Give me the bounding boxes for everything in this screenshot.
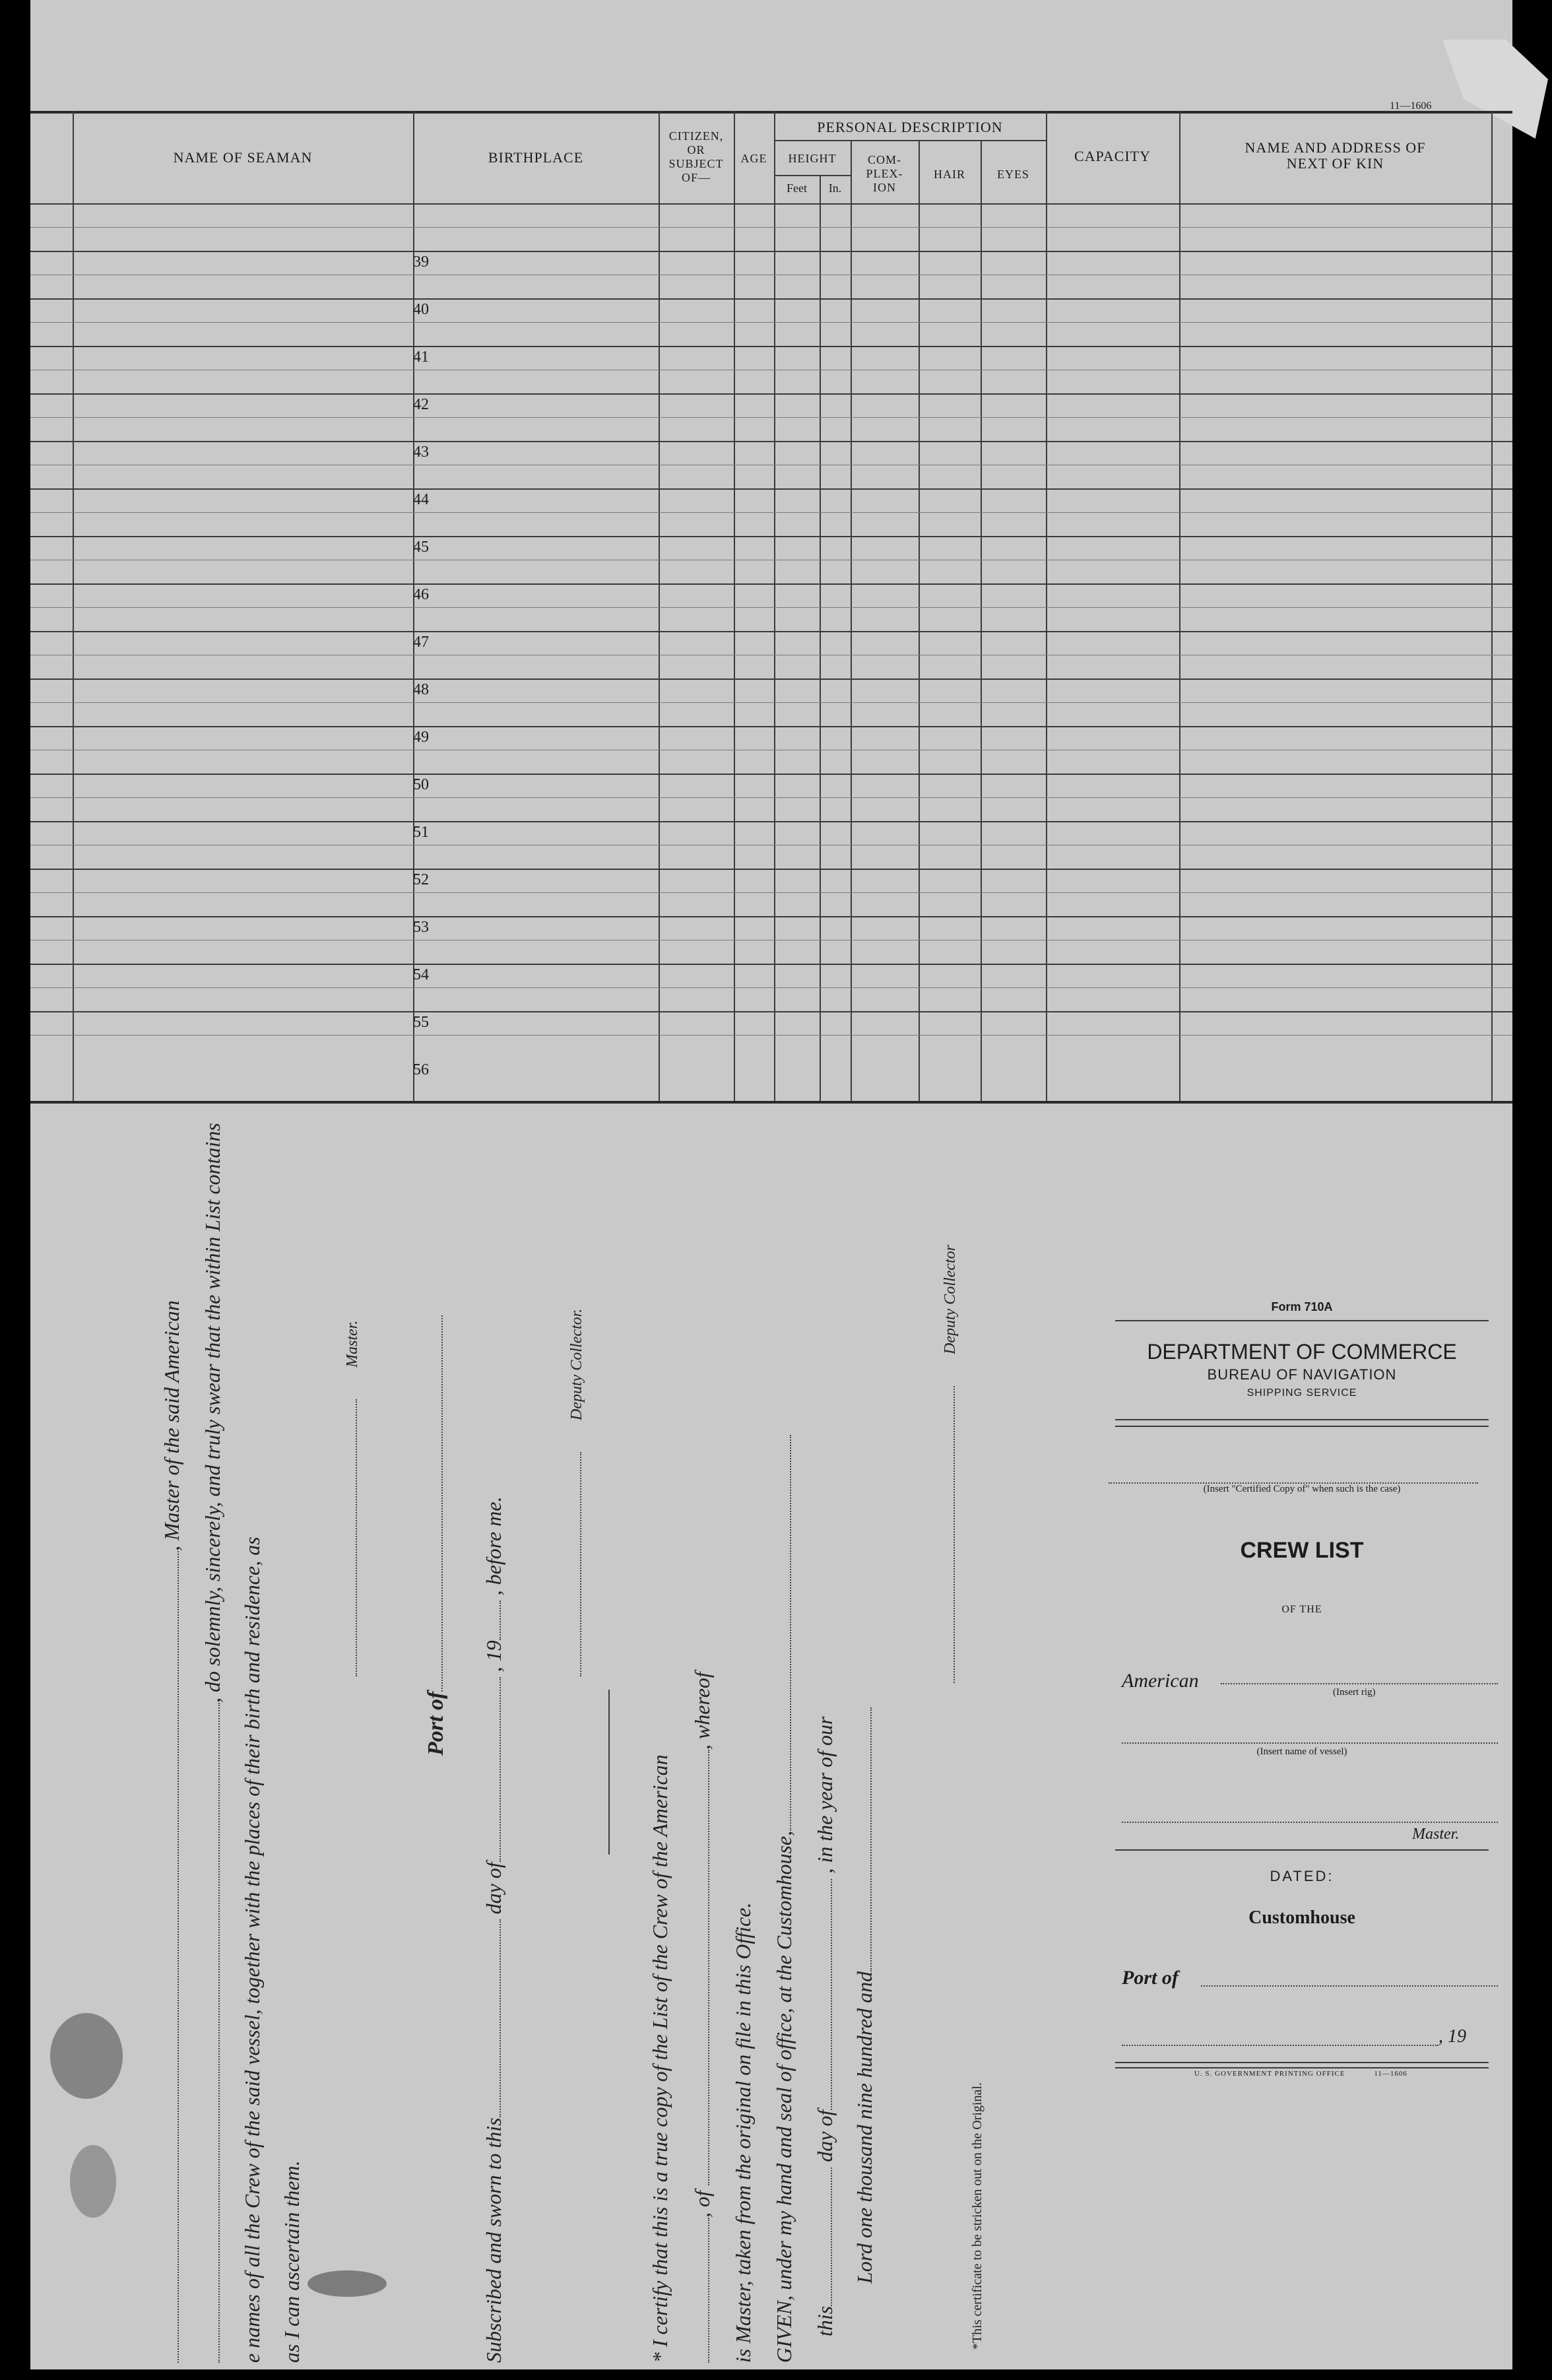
col-line bbox=[73, 111, 74, 1101]
oath-port-of: Port of bbox=[424, 1315, 449, 1756]
insert-certified-note: (Insert "Certified Copy of" when such is the case) bbox=[1203, 1484, 1401, 1494]
row-divider bbox=[30, 298, 1512, 300]
stain bbox=[50, 2013, 123, 2099]
row-number: 52 bbox=[413, 871, 429, 888]
date-line bbox=[1122, 2045, 1439, 2046]
header-bottom-border bbox=[30, 203, 1512, 205]
header-inches: In. bbox=[828, 182, 842, 195]
of-the: OF THE bbox=[1281, 1604, 1322, 1615]
row-number: 55 bbox=[413, 1014, 429, 1031]
row-subline bbox=[30, 227, 1512, 228]
form-code: 11—1606 bbox=[1390, 100, 1432, 112]
stain bbox=[307, 2270, 387, 2297]
header-complexion: COM- PLEX- ION bbox=[866, 153, 903, 194]
oath-master: Master. bbox=[338, 1321, 362, 1676]
crew-list-title: CREW LIST bbox=[1240, 1538, 1364, 1563]
row-subline bbox=[30, 702, 1512, 703]
vessel-name-line bbox=[1122, 1742, 1498, 1744]
oath-line-1: , Master of the said American bbox=[160, 1300, 184, 2363]
row-number: 46 bbox=[413, 586, 429, 603]
row-divider bbox=[30, 869, 1512, 870]
header-feet: Feet bbox=[787, 182, 807, 195]
master-label: Master. bbox=[1412, 1826, 1460, 1843]
row-number: 41 bbox=[413, 348, 429, 366]
row-divider bbox=[30, 964, 1512, 965]
row-subline bbox=[30, 417, 1512, 418]
row-divider bbox=[30, 678, 1512, 680]
row-divider bbox=[30, 726, 1512, 727]
cover-rule bbox=[1115, 1419, 1489, 1420]
service: SHIPPING SERVICE bbox=[1246, 1387, 1357, 1399]
header-eyes: EYES bbox=[997, 168, 1029, 181]
row-number: 40 bbox=[413, 301, 429, 318]
oath-line-2: , do solemnly, sincerely, and truly swear that the within List contains bbox=[201, 1123, 225, 2363]
insert-vessel-note: (Insert name of vessel) bbox=[1256, 1746, 1347, 1757]
row-number: 49 bbox=[413, 729, 429, 746]
oath-deputy-collector: Deputy Collector. bbox=[562, 1309, 587, 1676]
col-line bbox=[820, 175, 821, 1101]
folded-corner bbox=[1442, 40, 1548, 139]
certificate-line-3: is Master, taken from the original on file in this Office. bbox=[731, 1902, 755, 2363]
row-number: 54 bbox=[413, 966, 429, 983]
dated-label: DATED: bbox=[1270, 1868, 1334, 1884]
port-of-label: Port of bbox=[1122, 1967, 1179, 1989]
cover-rule bbox=[1115, 2062, 1489, 2063]
col-line bbox=[734, 111, 735, 1101]
row-subline bbox=[30, 322, 1512, 323]
row-number: 53 bbox=[413, 919, 429, 936]
cover-rule bbox=[1115, 1426, 1489, 1427]
year-label: , 19 bbox=[1439, 2026, 1466, 2047]
row-number: 50 bbox=[413, 776, 429, 793]
personal-description-rule bbox=[774, 140, 1046, 141]
row-number: 47 bbox=[413, 634, 429, 651]
col-line bbox=[919, 140, 920, 1101]
department: DEPARTMENT OF COMMERCE bbox=[1147, 1340, 1457, 1364]
row-divider bbox=[30, 488, 1512, 490]
row-divider bbox=[30, 346, 1512, 347]
row-number: 51 bbox=[413, 824, 429, 841]
col-line bbox=[981, 140, 982, 1101]
col-line bbox=[1179, 111, 1180, 1101]
header-age: AGE bbox=[740, 152, 767, 165]
table-top-border bbox=[30, 111, 1512, 114]
header-citizen: CITIZEN, OR SUBJECT OF— bbox=[668, 129, 724, 184]
row-number: 56 bbox=[413, 1061, 429, 1078]
oath-line-3: e names of all the Crew of the said vessel, together with the places of their birth and residence, as bbox=[240, 1537, 264, 2363]
oath-divider bbox=[608, 1690, 610, 1855]
row-number: 48 bbox=[413, 681, 429, 698]
row-divider bbox=[30, 536, 1512, 537]
row-subline bbox=[30, 512, 1512, 513]
row-subline bbox=[30, 940, 1512, 941]
header-name-of-seaman: NAME OF SEAMAN bbox=[173, 149, 313, 166]
rig-line bbox=[1221, 1683, 1498, 1684]
header-personal-description: PERSONAL DESCRIPTION bbox=[817, 119, 1003, 135]
col-line bbox=[774, 111, 775, 1101]
header-capacity: CAPACITY bbox=[1074, 148, 1151, 164]
back-cover bbox=[1095, 1300, 1508, 2092]
row-number: 39 bbox=[413, 253, 429, 271]
height-rule bbox=[774, 175, 851, 176]
certificate-line-2: , of , whereof bbox=[690, 1672, 715, 2363]
row-divider bbox=[30, 441, 1512, 442]
col-line bbox=[1046, 111, 1047, 1101]
row-divider bbox=[30, 251, 1512, 252]
col-line bbox=[659, 111, 660, 1101]
oath-line-4: as I can ascertain them. bbox=[280, 2160, 304, 2363]
row-divider bbox=[30, 393, 1512, 395]
oath-subscribed: Subscribed and sworn to this day of , 19 , before me. bbox=[482, 1496, 505, 2363]
header-birthplace: BIRTHPLACE bbox=[488, 149, 584, 166]
form-number: Form 710A bbox=[1271, 1300, 1333, 1313]
printer-imprint: U. S. GOVERNMENT PRINTING OFFICE 11—1606 bbox=[1194, 2070, 1407, 2078]
row-number: 43 bbox=[413, 444, 429, 461]
row-divider bbox=[30, 631, 1512, 632]
row-number: 42 bbox=[413, 396, 429, 413]
certificate-deputy-collector: Deputy Collector bbox=[936, 1245, 960, 1683]
row-number: 44 bbox=[413, 491, 429, 508]
row-subline bbox=[30, 607, 1512, 608]
certificate-footnote: *This certificate to be stricken out on the Original. bbox=[970, 2082, 985, 2350]
col-line bbox=[1491, 111, 1493, 1101]
american-label: American bbox=[1122, 1670, 1199, 1692]
header-height: HEIGHT bbox=[788, 152, 837, 165]
insert-rig-note: (Insert rig) bbox=[1333, 1687, 1376, 1698]
cover-rule bbox=[1115, 1849, 1489, 1851]
row-number: 45 bbox=[413, 539, 429, 556]
certificate-line-6: Lord one thousand nine hundred and bbox=[853, 1707, 877, 2284]
row-subline bbox=[30, 987, 1512, 988]
cover-rule bbox=[1115, 2067, 1489, 2068]
certificate-line-5: this day of , in the year of our bbox=[813, 1716, 837, 2336]
certificate-line-1: * I certify that this is a true copy of the List of the Crew of the American bbox=[648, 1754, 672, 2363]
row-divider bbox=[30, 821, 1512, 822]
row-divider bbox=[30, 583, 1512, 585]
document-page bbox=[30, 0, 1512, 2369]
port-line bbox=[1201, 1985, 1498, 1987]
header-next-of-kin: NAME AND ADDRESS OF NEXT OF KIN bbox=[1245, 139, 1426, 172]
table-bottom-border bbox=[30, 1101, 1512, 1104]
row-subline bbox=[30, 797, 1512, 798]
row-divider bbox=[30, 774, 1512, 775]
row-divider bbox=[30, 916, 1512, 917]
master-line bbox=[1122, 1822, 1498, 1823]
row-subline bbox=[30, 892, 1512, 893]
certificate-line-4: GIVEN, under my hand and seal of office, at the Customhouse, bbox=[772, 1435, 796, 2363]
cover-rule bbox=[1115, 1320, 1489, 1321]
header-hair: HAIR bbox=[934, 168, 965, 181]
stain bbox=[70, 2145, 116, 2218]
bureau: BUREAU OF NAVIGATION bbox=[1207, 1366, 1397, 1383]
row-divider bbox=[30, 1011, 1512, 1012]
customhouse-label: Customhouse bbox=[1248, 1907, 1355, 1928]
row-subline bbox=[30, 1035, 1512, 1036]
col-line bbox=[851, 140, 852, 1101]
